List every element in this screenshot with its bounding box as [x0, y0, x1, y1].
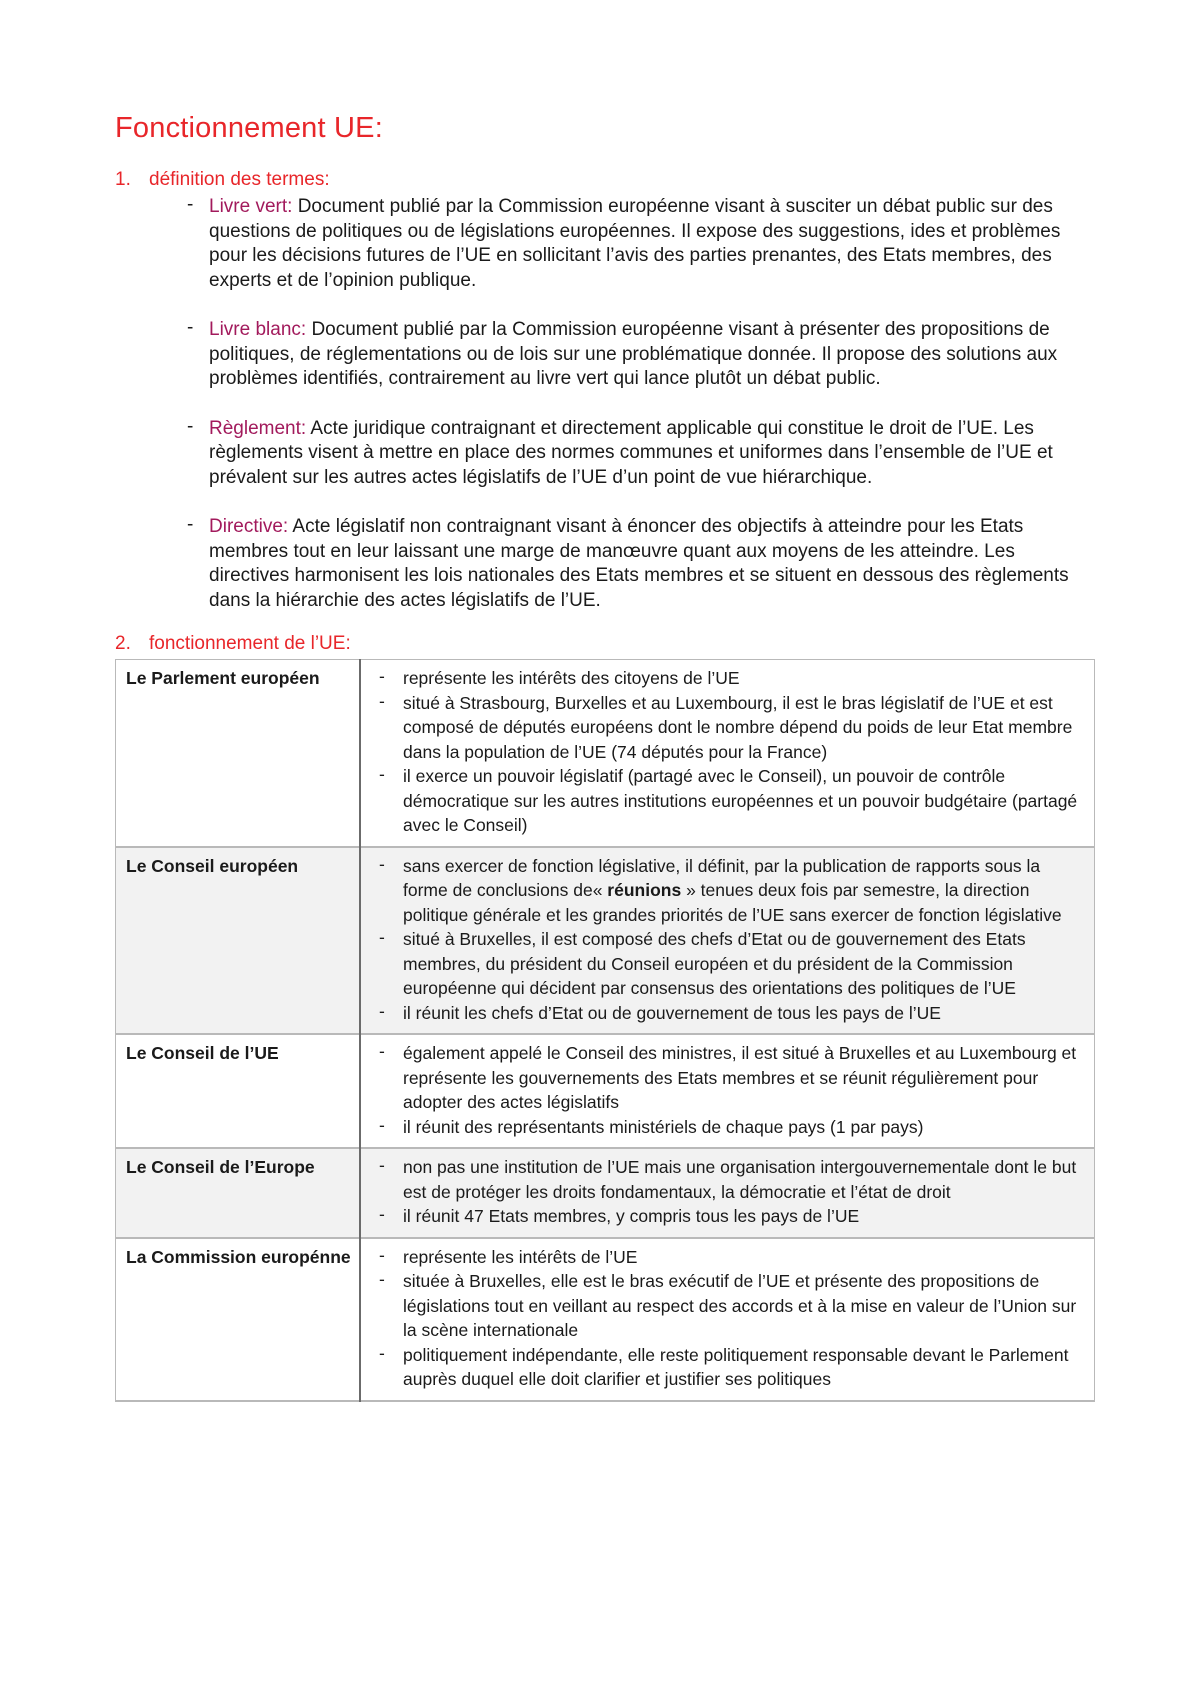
bullet-dash: - — [379, 764, 385, 784]
bullet-dash: - — [379, 853, 385, 874]
list-item — [379, 1041, 1086, 1115]
section-1-number: 1. — [115, 169, 131, 190]
section-1-title: définition des termes: — [149, 169, 330, 190]
institution-name: Le Conseil de l’UE — [116, 1034, 361, 1148]
term-name: Livre blanc — [209, 319, 301, 340]
term-name: Directive — [209, 516, 283, 537]
item-text: » tenues deux fois par semestre, la direction politique générale et les grandes priorités de l’UE sans exercer de fonction législative — [403, 880, 1062, 925]
list-item — [379, 1115, 1086, 1140]
item-text: il réunit des représentants ministériels de chaque pays (1 par pays) — [403, 1116, 924, 1137]
table-row — [116, 1238, 1095, 1401]
institutions-table — [115, 659, 1095, 1402]
bullet-dash: - — [379, 1342, 385, 1363]
list-item — [379, 666, 1086, 691]
list-item — [379, 854, 1086, 928]
terms-list — [187, 195, 1095, 613]
item-text: politiquement indépendante, elle reste politiquement responsable devant le Parlement auprès duquel elle doit clarifier et justifier ses politiques — [403, 1344, 1069, 1389]
term-directive: - Directive: Acte législatif non contraignant visant à énoncer des objectifs à atteindre pour les Etats membres tout en leur laissant une marge de manœuvre quant aux moyens de les atteindre. Les directives harmonisent les lois nationales des Etats membres et se situent en dessous des règlements dans la hiérarchie des actes législatifs de l’UE. — [187, 514, 1069, 611]
institutions-table-body — [116, 660, 1095, 1401]
section-1-heading — [115, 169, 1095, 191]
list-item — [379, 1269, 1086, 1343]
term-definition: Acte législatif non contraignant visant à énoncer des objectifs à atteindre pour les Etats membres tout en leur laissant une marge de manœuvre quant aux moyens de les atteindre. Les directives harmonisent les lois nationales des Etats membres et se situent en dessous des règlements dans la hiérarchie des actes législatifs de l’UE. — [209, 516, 1069, 611]
bullet-dash: - — [379, 1269, 385, 1289]
list-item — [379, 927, 1086, 1001]
list-item — [379, 1245, 1086, 1270]
item-text: situé à Bruxelles, il est composé des chefs d’Etat ou de gouvernement des Etats membres, du président du Conseil européen et du président de la Commission européenne qui décident par consensus des orientations des politiques de l’UE — [403, 929, 1026, 998]
list-item — [379, 691, 1086, 765]
institution-name: Le Conseil européen — [116, 847, 361, 1035]
term-name: Livre vert — [209, 196, 288, 217]
bullet-dash: - — [379, 1041, 385, 1061]
list-item — [379, 764, 1086, 838]
bullet-dash: - — [379, 690, 385, 711]
bullet-dash: - — [187, 317, 194, 338]
section-2-number: 2. — [115, 633, 131, 654]
list-item — [379, 1155, 1086, 1204]
item-text: il exerce un pouvoir législatif (partagé avec le Conseil), un pouvoir de contrôle démocratique sur les autres institutions européennes et un pouvoir budgétaire (partagé avec le Conseil) — [403, 766, 1078, 835]
institution-name: Le Conseil de l’Europe — [116, 1148, 361, 1238]
term-name: Règlement — [209, 417, 301, 439]
table-row — [116, 1148, 1095, 1238]
section-2-heading — [115, 633, 1095, 655]
emphasis-text: réunions — [607, 880, 682, 900]
item-text: il réunit 47 Etats membres, y compris tous les pays de l’UE — [403, 1206, 860, 1226]
bullet-dash: - — [187, 194, 194, 215]
table-row — [116, 660, 1095, 847]
term-livre-vert: - Livre vert: Document publié par la Commission européenne visant à susciter un débat public sur des questions de politiques ou de législations européennes. Il expose des suggestions, ides et problèmes pour les décisions futures de l’UE en sollicitant l’avis des parties prenantes, des Etats membres, des experts et de l’opinion publique. — [187, 194, 1061, 291]
institution-description — [360, 1148, 1095, 1238]
bullet-dash: - — [379, 1244, 385, 1265]
document-page — [115, 112, 1095, 1402]
item-text: représente les intérêts des citoyens de l’UE — [403, 668, 740, 688]
document-title: Fonctionnement UE: — [115, 112, 383, 144]
institution-description — [360, 1034, 1095, 1148]
term-livre-blanc: - Livre blanc: Document publié par la Commission européenne visant à présenter des propositions de politiques, de réglementations ou de lois sur une problématique donnée. Il propose des solutions aux problèmes identifiés, contrairement au livre vert qui lance plutôt un débat public. — [187, 317, 1058, 389]
bullet-dash: - — [379, 1114, 385, 1135]
table-row — [116, 1034, 1095, 1148]
item-text: représente les intérêts de l’UE — [403, 1246, 638, 1267]
item-text: sans exercer de fonction législative, il définit, par la publication de rapports sous la forme de conclusions de« — [403, 855, 1041, 900]
table-row — [116, 847, 1095, 1035]
term-reglement: - Règlement: Acte juridique contraignant et directement applicable qui constitue le droit de l’UE. Les règlements visent à mettre en place des normes communes et uniformes dans l’ensemble de l’UE et prévalent sur les autres actes législatifs de l’UE d’un point de vue hiérarchique. — [187, 415, 1053, 488]
institution-name: La Commission europénne — [116, 1238, 361, 1401]
item-text: il réunit les chefs d’Etat ou de gouvernement de tous les pays de l’UE — [403, 1002, 941, 1023]
institution-description — [360, 660, 1095, 847]
institution-name: Le Parlement européen — [116, 660, 361, 847]
list-item — [379, 1343, 1086, 1392]
term-definition: Acte juridique contraignant et directement applicable qui constitue le droit de l’UE. Les règlements visent à mettre en place des normes communes et uniformes dans l’ensemble de l’UE et prévalent sur les autres actes législatifs de l’UE d’un point de vue hiérarchique. — [209, 417, 1053, 488]
section-2-title: fonctionnement de l’UE: — [149, 633, 351, 654]
bullet-dash: - — [379, 1155, 385, 1175]
item-text: située à Bruxelles, elle est le bras exécutif de l’UE et présente des propositions de législations tout en veillant au respect des accords et à la mise en valeur de l’Union sur la scène internationale — [403, 1271, 1077, 1340]
bullet-dash: - — [379, 666, 385, 686]
bullet-dash: - — [379, 927, 385, 947]
description-list — [379, 1041, 1086, 1139]
term-definition: Document publié par la Commission européenne visant à susciter un débat public sur des questions de politiques ou de législations européennes. Il expose des suggestions, ides et problèmes pour les décisions futures de l’UE en sollicitant l’avis des parties prenantes, des Etats membres, des experts et de l’opinion publique. — [209, 196, 1061, 291]
description-list — [379, 1155, 1086, 1229]
institution-description — [360, 1238, 1095, 1401]
description-list — [379, 666, 1086, 838]
list-item — [379, 1001, 1086, 1026]
bullet-dash: - — [379, 1204, 385, 1224]
institution-description — [360, 847, 1095, 1035]
bullet-dash: - — [379, 1000, 385, 1021]
description-list — [379, 854, 1086, 1026]
list-item — [379, 1204, 1086, 1229]
item-text: non pas une institution de l’UE mais une organisation intergouvernementale dont le but est de protéger les droits fondamentaux, la démocratie et l’état de droit — [403, 1157, 1077, 1202]
bullet-dash: - — [187, 514, 194, 535]
term-definition: Document publié par la Commission européenne visant à présenter des propositions de politiques, de réglementations ou de lois sur une problématique donnée. Il propose des solutions aux problèmes identifiés, contrairement au livre vert qui lance plutôt un débat public. — [209, 319, 1058, 389]
description-list — [379, 1245, 1086, 1392]
item-text: situé à Strasbourg, Burxelles et au Luxembourg, il est le bras législatif de l’UE et est composé de députés européens dont le nombre dépend du poids de leur Etat membre dans la population de l’UE (74 députés pour la France) — [403, 692, 1073, 762]
bullet-dash: - — [187, 415, 194, 437]
item-text: également appelé le Conseil des ministres, il est situé à Bruxelles et au Luxembourg et représente les gouvernements des Etats membres et se réunit régulièrement pour adopter des actes législatifs — [403, 1043, 1077, 1112]
